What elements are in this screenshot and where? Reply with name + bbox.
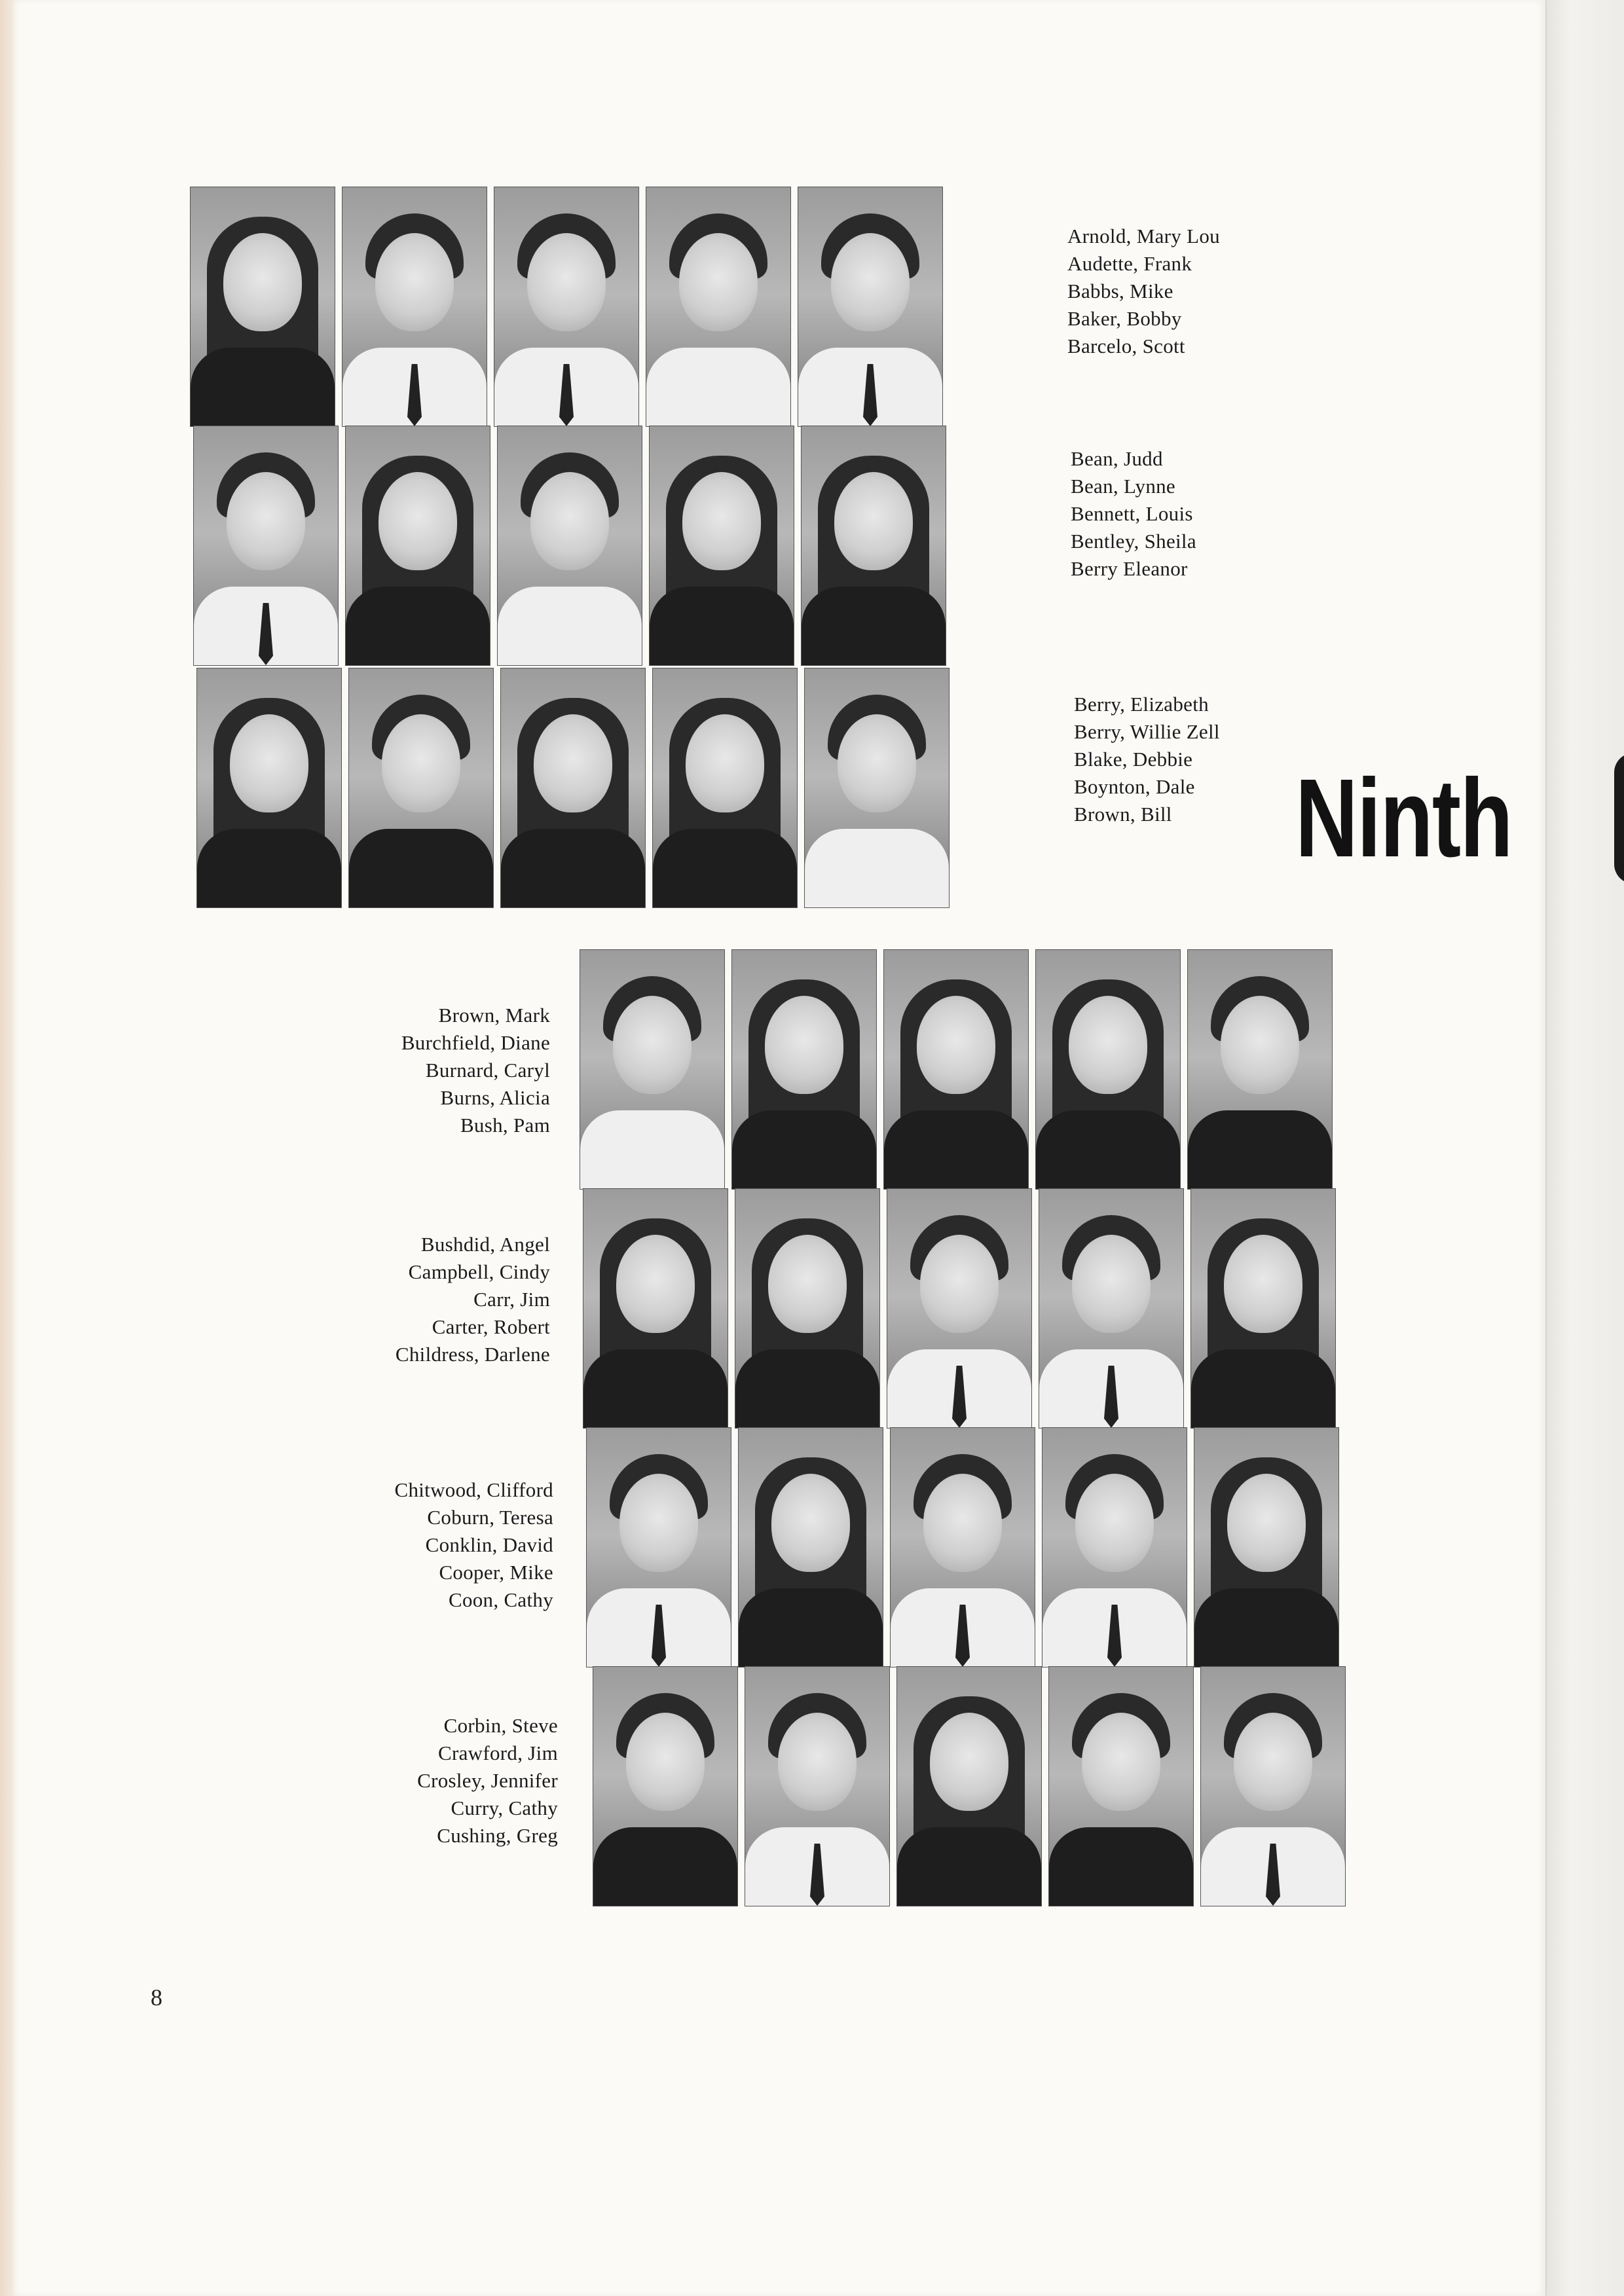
- portrait-photo: [1039, 1188, 1184, 1429]
- photo-row-2: [193, 426, 946, 666]
- portrait-photo: [652, 668, 798, 908]
- student-name: Coon, Cathy: [448, 1588, 553, 1611]
- name-list-group-6: [282, 1476, 553, 1614]
- portrait-photo: [1194, 1427, 1339, 1667]
- student-name: Bushdid, Angel: [420, 1233, 550, 1256]
- portrait-photo: [731, 949, 877, 1190]
- student-name: Brown, Mark: [438, 1004, 550, 1027]
- photo-row-7: [593, 1666, 1346, 1906]
- student-name: Crawford, Jim: [438, 1741, 558, 1764]
- student-name: Burchfield, Diane: [401, 1031, 550, 1054]
- portrait-photo: [196, 668, 342, 908]
- portrait-photo: [494, 187, 639, 427]
- photo-row-1: [190, 187, 943, 427]
- student-name: Bush, Pam: [460, 1114, 550, 1137]
- student-name: Burns, Alicia: [440, 1086, 550, 1109]
- section-title: Ninth: [1295, 756, 1512, 881]
- photo-row-4: [580, 949, 1333, 1190]
- portrait-photo: [593, 1666, 738, 1906]
- student-name: Cooper, Mike: [439, 1561, 553, 1584]
- portrait-photo: [1035, 949, 1181, 1190]
- portrait-photo: [745, 1666, 890, 1906]
- name-list-group-3: [1074, 691, 1220, 828]
- student-name: Blake, Debbie: [1074, 748, 1193, 771]
- student-name: Campbell, Cindy: [408, 1260, 550, 1283]
- portrait-photo: [1190, 1188, 1336, 1429]
- student-name: Barcelo, Scott: [1067, 335, 1185, 357]
- portrait-photo: [1048, 1666, 1194, 1906]
- name-list-group-7: [288, 1712, 558, 1850]
- student-name: Bean, Judd: [1071, 447, 1163, 470]
- portrait-photo: [887, 1188, 1032, 1429]
- portrait-photo: [798, 187, 943, 427]
- photo-row-6: [586, 1427, 1339, 1667]
- portrait-photo: [1042, 1427, 1187, 1667]
- student-name: Conklin, David: [425, 1533, 553, 1556]
- portrait-photo: [801, 426, 946, 666]
- student-name: Curry, Cathy: [451, 1796, 558, 1819]
- portrait-photo: [804, 668, 950, 908]
- page-number: 8: [151, 1984, 162, 2011]
- photo-row-3: [196, 668, 950, 908]
- portrait-photo: [348, 668, 494, 908]
- photo-row-5: [583, 1188, 1336, 1429]
- portrait-photo: [342, 187, 487, 427]
- student-name: Bentley, Sheila: [1071, 530, 1196, 553]
- portrait-photo: [883, 949, 1029, 1190]
- portrait-photo: [646, 187, 791, 427]
- name-list-group-2: [1071, 445, 1196, 583]
- student-name: Berry Eleanor: [1071, 557, 1188, 580]
- portrait-photo: [580, 949, 725, 1190]
- student-name: Arnold, Mary Lou: [1067, 225, 1220, 247]
- student-name: Chitwood, Clifford: [394, 1478, 553, 1501]
- student-name: Brown, Bill: [1074, 803, 1172, 826]
- student-name: Boynton, Dale: [1074, 775, 1195, 798]
- portrait-photo: [890, 1427, 1035, 1667]
- student-name: Audette, Frank: [1067, 252, 1192, 275]
- student-name: Cushing, Greg: [437, 1824, 558, 1847]
- portrait-photo: [1187, 949, 1333, 1190]
- student-name: Crosley, Jennifer: [417, 1769, 558, 1792]
- student-name: Childress, Darlene: [395, 1343, 550, 1366]
- portrait-photo: [193, 426, 339, 666]
- portrait-photo: [1200, 1666, 1346, 1906]
- portrait-photo: [345, 426, 490, 666]
- binding-spine: [1545, 0, 1624, 2296]
- portrait-photo: [586, 1427, 731, 1667]
- student-name: Bean, Lynne: [1071, 475, 1175, 498]
- portrait-photo: [738, 1427, 883, 1667]
- portrait-photo: [896, 1666, 1042, 1906]
- portrait-photo: [500, 668, 646, 908]
- student-name: Baker, Bobby: [1067, 307, 1182, 330]
- portrait-photo: [735, 1188, 880, 1429]
- portrait-photo: [497, 426, 642, 666]
- student-name: Bennett, Louis: [1071, 502, 1193, 525]
- student-name: Berry, Willie Zell: [1074, 720, 1220, 743]
- name-list-group-5: [282, 1231, 550, 1368]
- portrait-photo: [190, 187, 335, 427]
- name-list-group-4: [282, 1002, 550, 1139]
- portrait-photo: [583, 1188, 728, 1429]
- portrait-photo: [649, 426, 794, 666]
- facing-page-letter-fragment: [1614, 753, 1624, 884]
- student-name: Carr, Jim: [473, 1288, 550, 1311]
- name-list-group-1: [1067, 223, 1220, 360]
- student-name: Corbin, Steve: [443, 1714, 558, 1737]
- student-name: Berry, Elizabeth: [1074, 693, 1209, 716]
- page-edge-stain: [0, 0, 20, 2296]
- student-name: Coburn, Teresa: [427, 1506, 553, 1529]
- student-name: Babbs, Mike: [1067, 280, 1173, 302]
- student-name: Carter, Robert: [432, 1315, 550, 1338]
- student-name: Burnard, Caryl: [425, 1059, 550, 1082]
